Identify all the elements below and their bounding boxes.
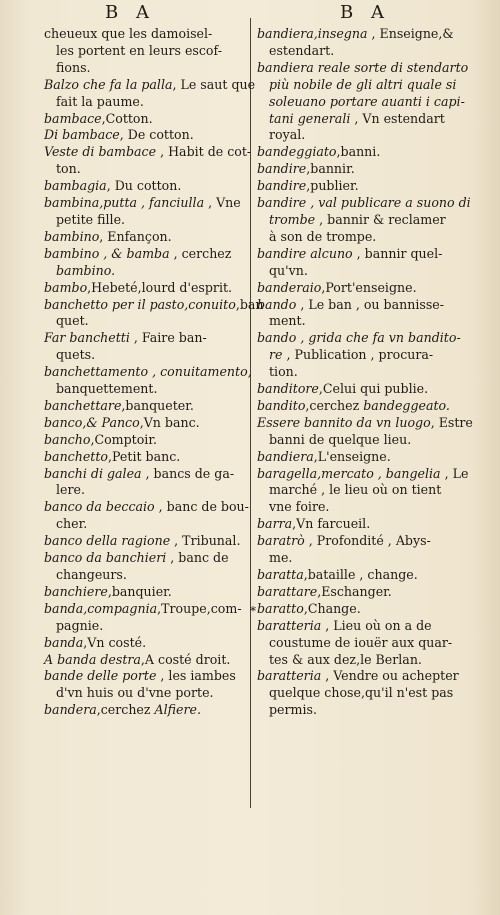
entry-line xyxy=(44,127,246,144)
italian-headword: barra xyxy=(257,516,293,532)
italian-headword: bambino , & bamba xyxy=(44,245,170,261)
french-gloss: ,ban xyxy=(235,296,264,312)
running-head-right: B A xyxy=(340,2,390,23)
italian-headword: più nobile de gli altri quale si xyxy=(269,76,457,92)
italian-headword: banda,compagnia xyxy=(44,600,158,616)
dictionary-entry xyxy=(44,398,246,415)
dictionary-entry xyxy=(257,59,469,145)
french-gloss: petite fille. xyxy=(56,211,126,227)
dictionary-entry xyxy=(44,111,246,128)
italian-headword: bandeggeato. xyxy=(363,397,450,413)
french-gloss: , les iambes xyxy=(156,668,236,684)
french-gloss: permis. xyxy=(269,702,317,718)
dictionary-entry xyxy=(44,652,246,669)
italian-headword: bandire alcuno xyxy=(257,245,353,261)
entry-line xyxy=(257,499,463,516)
italian-headword: re xyxy=(269,347,283,363)
italian-headword: bandito xyxy=(257,397,306,413)
italian-headword: bande delle porte xyxy=(44,668,157,684)
entry-line xyxy=(44,313,246,330)
entry-line xyxy=(44,178,246,195)
dictionary-entry xyxy=(44,296,264,331)
italian-headword: banco della ragione xyxy=(44,533,171,549)
italian-headword: banditore xyxy=(257,381,319,397)
italian-headword: Alfiere. xyxy=(154,702,201,718)
french-gloss: , Vn estendart xyxy=(350,110,445,126)
italian-headword: A banda destra xyxy=(44,651,141,667)
french-gloss: tes & aux dez,le Berlan. xyxy=(269,651,422,667)
entry-line xyxy=(44,415,246,432)
french-gloss: , bannir & reclamer xyxy=(315,211,446,227)
italian-headword: Balzo che fa la palla xyxy=(44,76,173,92)
dictionary-entry xyxy=(44,144,252,178)
entry-line xyxy=(44,635,246,652)
italian-headword: bambino xyxy=(44,228,100,244)
french-gloss: tion. xyxy=(269,364,298,380)
entry-line xyxy=(44,533,246,550)
french-gloss: ,Cotton. xyxy=(101,110,153,126)
entry-line xyxy=(257,313,463,330)
french-gloss: ,Vn farcueil. xyxy=(292,516,371,532)
french-gloss: ,Vn banc. xyxy=(139,414,200,430)
dictionary-entry xyxy=(257,601,463,618)
italian-headword: bambace xyxy=(44,110,102,126)
dictionary-entry xyxy=(44,432,246,449)
entry-line xyxy=(257,584,463,601)
italian-headword: baratteria xyxy=(257,617,322,633)
entry-line xyxy=(44,702,246,719)
dictionary-entry xyxy=(257,398,463,415)
entry-line xyxy=(44,43,246,60)
entry-line xyxy=(257,111,463,128)
entry-line xyxy=(257,601,463,618)
entry-line xyxy=(257,178,463,195)
french-gloss: ,Eschanger. xyxy=(317,583,392,599)
french-gloss: , De cotton. xyxy=(119,127,194,143)
italian-headword: bambo xyxy=(44,279,88,295)
french-gloss: , bannir quel- xyxy=(352,245,443,261)
italian-headword: baragella,mercato , bangelia xyxy=(257,465,441,481)
entry-line xyxy=(257,618,463,635)
french-gloss: coustume de iouër aux quar- xyxy=(269,634,453,650)
entry-line xyxy=(257,685,463,702)
dictionary-entry xyxy=(44,601,246,635)
italian-headword: bambina,putta , fanciulla xyxy=(44,195,205,211)
french-gloss: ,Vn costé. xyxy=(83,634,147,650)
dictionary-entry xyxy=(257,533,463,567)
entry-line xyxy=(257,652,463,669)
dictionary-entry xyxy=(44,415,246,432)
dictionary-entry xyxy=(44,550,246,584)
entry-line xyxy=(257,482,463,499)
entry-line xyxy=(44,601,246,618)
french-gloss: quets. xyxy=(56,347,96,363)
dictionary-entry xyxy=(257,516,463,533)
dictionary-entry xyxy=(257,297,463,331)
dictionary-entry xyxy=(44,668,246,702)
italian-headword: banchiere xyxy=(44,583,108,599)
italian-headword: Veste di bambace xyxy=(44,144,157,160)
entry-line xyxy=(44,111,246,128)
entry-line xyxy=(44,246,246,263)
french-gloss: fions. xyxy=(56,59,91,75)
entry-line xyxy=(44,550,246,567)
dictionary-entry xyxy=(257,26,463,60)
entry-line xyxy=(257,330,463,347)
entry-line xyxy=(44,161,246,178)
dictionary-entry xyxy=(257,280,463,297)
entry-line xyxy=(257,635,463,652)
left-column xyxy=(44,26,264,719)
entry-line xyxy=(257,59,469,77)
dictionary-entry xyxy=(257,584,463,601)
french-gloss: ,publier. xyxy=(306,178,359,194)
column-divider xyxy=(250,18,251,808)
french-gloss: ,Celui qui publie. xyxy=(318,381,429,397)
entry-line xyxy=(44,499,249,516)
french-gloss: ,Comptoir. xyxy=(90,431,157,447)
entry-line xyxy=(257,77,463,94)
italian-headword: banco,& Panco xyxy=(44,414,140,430)
entry-line xyxy=(257,364,463,381)
entry-line xyxy=(257,161,463,178)
entry-line xyxy=(44,296,264,314)
italian-headword: bancho xyxy=(44,431,91,447)
dictionary-entry xyxy=(257,161,463,178)
italian-headword: bandiera xyxy=(257,448,314,464)
marginal-mark: * xyxy=(250,604,256,618)
italian-headword: banchettamento , conuitamento, xyxy=(44,364,252,380)
entry-line xyxy=(257,550,463,567)
italian-headword: baratteria xyxy=(257,668,322,684)
dictionary-entry xyxy=(257,567,463,584)
dictionary-entry xyxy=(257,618,463,669)
entry-line xyxy=(44,398,246,415)
italian-headword: banchettare xyxy=(44,397,122,413)
french-gloss: les portent en leurs escof- xyxy=(56,42,222,58)
french-gloss: ,cerchez xyxy=(305,397,364,413)
french-gloss: vne foire. xyxy=(269,499,330,515)
entry-line xyxy=(44,652,246,669)
italian-headword: bandera xyxy=(44,702,97,718)
entry-line xyxy=(44,584,246,601)
dictionary-entry xyxy=(44,449,246,466)
entry-line xyxy=(44,195,246,212)
french-gloss: , banc de bou- xyxy=(154,499,249,515)
entry-line xyxy=(257,212,463,229)
entry-line xyxy=(257,280,463,297)
entry-line xyxy=(257,414,473,432)
entry-line xyxy=(257,144,463,161)
french-gloss: , Enfançon. xyxy=(99,228,172,244)
entry-line xyxy=(44,280,246,297)
french-gloss: ,Troupe,com- xyxy=(157,600,242,616)
entry-line xyxy=(44,330,246,347)
entry-line xyxy=(257,567,463,584)
french-gloss: pagnie. xyxy=(56,617,104,633)
entry-line xyxy=(44,567,246,584)
italian-headword: baratrò xyxy=(257,533,305,549)
french-gloss: ,bataille , change. xyxy=(303,567,418,582)
entry-line xyxy=(44,381,246,398)
entry-line xyxy=(257,432,463,449)
italian-headword: bandiera,insegna xyxy=(257,26,368,41)
dictionary-entry xyxy=(44,330,246,364)
entry-line xyxy=(44,76,256,94)
entry-line xyxy=(44,347,246,364)
italian-headword: banchetto xyxy=(44,448,109,464)
entry-line xyxy=(257,702,463,719)
entry-line xyxy=(257,533,463,550)
dictionary-entry xyxy=(257,465,469,517)
dictionary-entry xyxy=(257,330,463,381)
entry-line xyxy=(44,466,246,483)
running-head-left: B A xyxy=(105,2,155,23)
italian-headword: banderaio xyxy=(257,279,322,295)
french-gloss: marché , le lieu où on tient xyxy=(269,482,442,498)
entry-line xyxy=(257,43,463,60)
italian-headword: bandeggiato xyxy=(257,144,337,160)
french-gloss: , Enseigne,& xyxy=(367,26,454,41)
dictionary-entry xyxy=(257,449,463,466)
dictionary-entry xyxy=(257,144,463,161)
entry-line xyxy=(257,449,463,466)
entry-line xyxy=(257,263,463,280)
italian-headword: bando , grida che fa vn bandito- xyxy=(257,330,461,346)
french-gloss: ,banquier. xyxy=(107,583,172,599)
dictionary-entry xyxy=(257,246,463,280)
italian-headword: banda xyxy=(44,634,84,650)
french-gloss: cher. xyxy=(56,516,88,532)
entry-line xyxy=(257,246,463,263)
dictionary-entry xyxy=(44,533,246,550)
entry-line xyxy=(44,60,246,77)
entry-line xyxy=(44,449,246,466)
entry-line xyxy=(44,229,246,246)
dictionary-entry xyxy=(257,668,463,719)
french-gloss: ment. xyxy=(269,313,306,329)
dictionary-entry xyxy=(44,584,246,601)
french-gloss: ,Petit banc. xyxy=(108,448,181,464)
italian-headword: bandire xyxy=(257,161,307,177)
italian-headword: Far banchetti xyxy=(44,330,130,346)
dictionary-entry xyxy=(44,702,246,719)
french-gloss: qu'vn. xyxy=(269,262,308,278)
entry-line xyxy=(257,381,463,398)
italian-headword: banchi di galea xyxy=(44,465,142,481)
right-column xyxy=(257,26,473,719)
french-gloss: , Vne xyxy=(204,195,241,211)
french-gloss: , Le saut que xyxy=(172,76,256,92)
italian-headword: baratto xyxy=(257,600,304,616)
entry-line xyxy=(44,263,246,280)
entry-line xyxy=(257,668,463,685)
dictionary-entry xyxy=(44,76,256,111)
entry-line xyxy=(44,618,246,635)
french-gloss: , Estre xyxy=(430,414,473,430)
dictionary-entry xyxy=(257,381,463,398)
dictionary-entry xyxy=(44,364,252,398)
entry-line xyxy=(257,26,463,43)
french-gloss: , bancs de ga- xyxy=(141,465,235,481)
entry-line xyxy=(257,465,469,483)
italian-headword: Essere bannito da vn luogo xyxy=(257,414,431,430)
italian-headword: soleuano portare auanti i capi- xyxy=(269,93,465,109)
entry-line xyxy=(44,482,246,499)
french-gloss: lere. xyxy=(56,482,85,498)
entry-line xyxy=(44,685,246,702)
italian-headword: bambagia xyxy=(44,178,107,194)
dictionary-entry xyxy=(44,229,246,246)
french-gloss: , Publication , procura- xyxy=(282,347,434,363)
italian-headword: bambino. xyxy=(56,262,116,278)
french-gloss: ,L'enseigne. xyxy=(313,448,391,464)
entry-line xyxy=(44,212,246,229)
french-gloss: ,Hebeté,lourd d'esprit. xyxy=(87,279,233,295)
entry-line xyxy=(257,297,463,314)
dictionary-entry xyxy=(44,466,246,500)
entry-line xyxy=(257,229,463,246)
french-gloss: quet. xyxy=(56,313,89,329)
entry-line xyxy=(44,26,246,43)
french-gloss: ton. xyxy=(56,161,81,177)
french-gloss: , Profondité , Abys- xyxy=(304,533,431,549)
entry-line xyxy=(257,127,463,144)
entry-line xyxy=(257,195,471,212)
french-gloss: à son de trompe. xyxy=(269,228,377,244)
french-gloss: , Le ban , ou bannisse- xyxy=(296,296,444,312)
entry-line xyxy=(44,668,246,685)
dictionary-entry xyxy=(44,178,246,195)
italian-headword: baratta xyxy=(257,567,304,582)
french-gloss: estendart. xyxy=(269,42,335,58)
dictionary-entry xyxy=(44,499,249,533)
french-gloss: fait la paume. xyxy=(56,93,144,109)
french-gloss: banni de quelque lieu. xyxy=(269,431,412,447)
dictionary-entry xyxy=(44,280,246,297)
french-gloss: banquettement. xyxy=(56,381,158,397)
french-gloss: ,bannir. xyxy=(306,161,355,177)
italian-headword: barattare xyxy=(257,583,318,599)
french-gloss: , Habit de cot- xyxy=(156,144,252,160)
dictionary-entry xyxy=(44,127,246,144)
italian-headword: tani generali xyxy=(269,110,351,126)
entry-line xyxy=(257,398,463,415)
french-gloss: ,banqueter. xyxy=(121,397,194,413)
french-gloss: , Vendre ou achepter xyxy=(321,668,459,684)
entry-line xyxy=(257,516,463,533)
italian-headword: trombe xyxy=(269,211,316,227)
italian-headword: banchetto per il pasto,conuito xyxy=(44,296,236,312)
dictionary-entry xyxy=(44,26,246,77)
dictionary-entry xyxy=(257,195,471,246)
italian-headword: bandire xyxy=(257,178,307,194)
french-gloss: , Tribunal. xyxy=(170,533,241,549)
entry-line xyxy=(257,347,463,364)
french-gloss: ,Port'enseigne. xyxy=(321,279,417,295)
french-gloss: , cerchez xyxy=(169,245,232,261)
french-gloss: , Le xyxy=(440,465,469,481)
french-gloss: d'vn huis ou d'vne porte. xyxy=(56,685,214,701)
french-gloss: changeurs. xyxy=(56,567,127,582)
entry-line xyxy=(257,94,463,111)
entry-line xyxy=(44,144,252,161)
french-gloss: ,cerchez xyxy=(96,702,155,718)
dictionary-entry xyxy=(257,178,463,195)
italian-headword: Di bambace xyxy=(44,127,120,143)
italian-headword: banco da banchieri xyxy=(44,550,167,566)
french-gloss: ,Change. xyxy=(303,600,361,616)
dictionary-entry xyxy=(44,195,246,229)
dictionary-entry xyxy=(44,635,246,652)
french-gloss: royal. xyxy=(269,127,306,143)
french-gloss: , banc de xyxy=(166,550,229,566)
entry-line xyxy=(44,364,252,381)
french-gloss: ,banni. xyxy=(336,144,381,160)
entry-line xyxy=(44,432,246,449)
french-gloss: me. xyxy=(269,550,293,566)
french-gloss: , Du cotton. xyxy=(106,178,182,194)
italian-headword: banco da beccaio xyxy=(44,499,155,515)
french-gloss: quelque chose,qu'il n'est pas xyxy=(269,685,454,701)
dictionary-entry xyxy=(44,246,246,280)
french-gloss: , Lieu où on a de xyxy=(321,617,432,633)
entry-line xyxy=(44,94,246,111)
dictionary-entry xyxy=(257,414,473,449)
italian-headword: bandiera reale sorte di stendarto xyxy=(257,59,469,75)
french-gloss: , Faire ban- xyxy=(129,330,207,346)
italian-headword: bando xyxy=(257,296,297,312)
entry-line xyxy=(44,516,246,533)
italian-headword: bandire , val publicare a suono di xyxy=(257,195,471,211)
french-gloss: cheueux que les damoisel- xyxy=(44,26,213,41)
french-gloss: ,A costé droit. xyxy=(140,651,231,667)
